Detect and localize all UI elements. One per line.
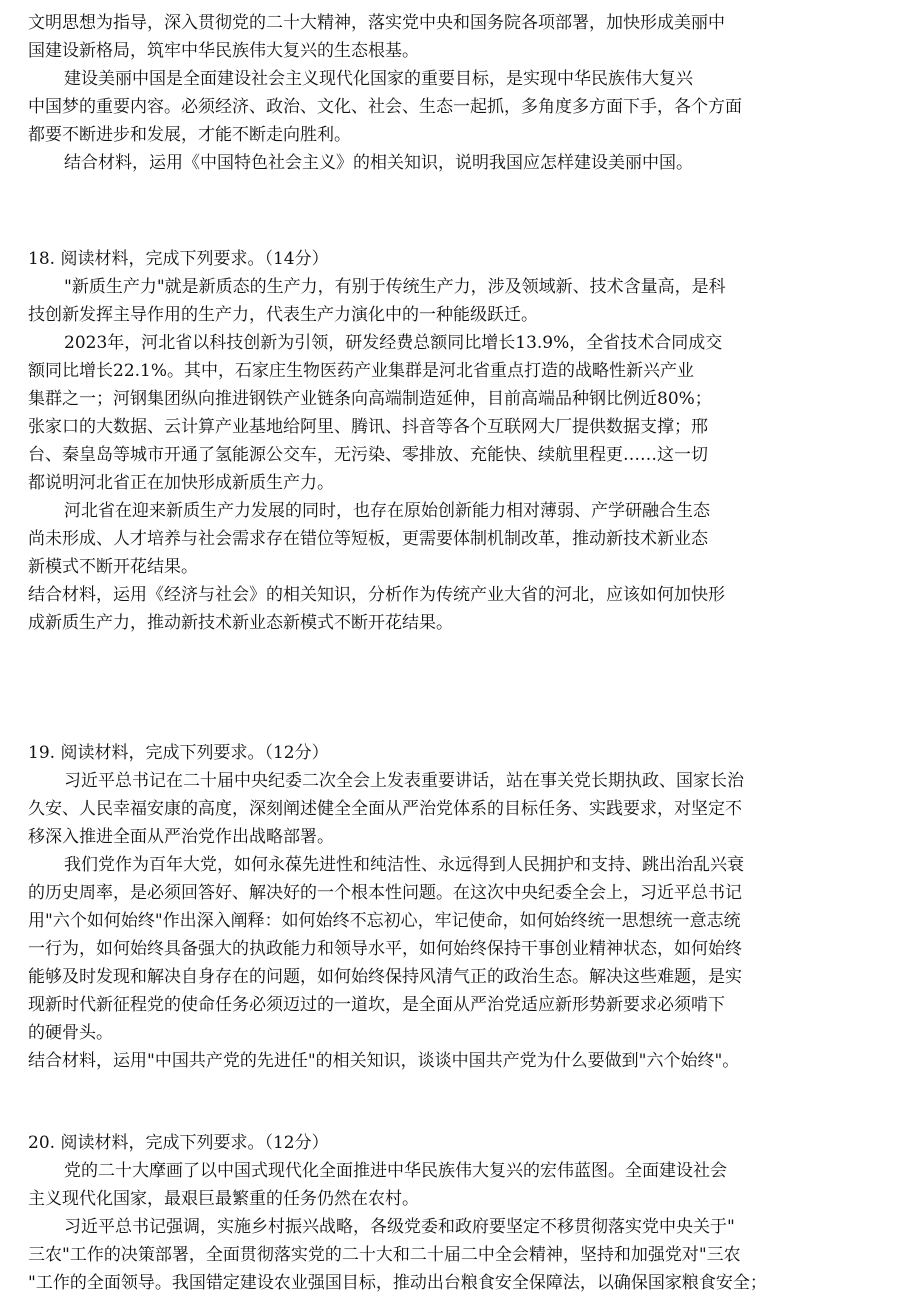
text-line: 技创新发挥主导作用的生产力，代表生产力演化中的一种能级跃迁。 bbox=[28, 305, 538, 325]
text-line: 河北省在迎来新质生产力发展的同时，也存在原始创新能力相对薄弱、产学研融合生态 bbox=[64, 501, 710, 521]
text-line: 能够及时发现和解决自身存在的问题，如何始终保持风清气正的政治生态。解决这些难题，是实 bbox=[28, 967, 742, 987]
question-header: 18. 阅读材料，完成下列要求。（14分） bbox=[28, 249, 329, 269]
text-line: 都要不断进步和发展，才能不断走向胜利。 bbox=[28, 125, 351, 145]
text-line: 现新时代新征程党的使命任务必须迈过的一道坎，是全面从严治党适应新形势新要求必须啃下 bbox=[28, 995, 725, 1015]
text-line: 尚未形成、人才培养与社会需求存在错位等短板，更需要体制机制改革，推动新技术新业态 bbox=[28, 529, 708, 549]
text-line: 的历史周率，是必须回答好、解决好的一个根本性问题。在这次中央纪委全会上，习近平总书记 bbox=[28, 883, 742, 903]
text-line: 移深入推进全面从严治党作出战略部署。 bbox=[28, 827, 334, 847]
text-line: "新质生产力"就是新质态的生产力，有别于传统生产力，涉及领域新、技术含量高，是科 bbox=[64, 277, 726, 297]
text-line: 中国梦的重要内容。必须经济、政治、文化、社会、生态一起抓，多角度多方面下手，各个方面 bbox=[28, 97, 742, 117]
text-line: 台、秦皇岛等城市开通了氢能源公交车，无污染、零排放、充能快、续航里程更……这一切 bbox=[28, 445, 708, 465]
text-line: 一行为，如何始终具备强大的执政能力和领导水平，如何始终保持干事创业精神状态，如何始终 bbox=[28, 939, 742, 959]
question-prompt: 结合材料，运用《经济与社会》的相关知识，分析作为传统产业大省的河北，应该如何加快形 bbox=[28, 585, 725, 605]
text-line: 2023年，河北省以科技创新为引领，研发经费总额同比增长13.9%，全省技术合同成交 bbox=[64, 333, 723, 353]
text-line: 文明思想为指导，深入贯彻党的二十大精神，落实党中央和国务院各项部署，加快形成美丽中 bbox=[28, 13, 725, 33]
text-line: "工作的全面领导。我国错定建设农业强国目标，推动出台粮食安全保障法，以确保国家粮食安全； bbox=[28, 1273, 767, 1293]
text-line: 用"六个如何始终"作出深入阐释：如何始终不忘初心，牢记使命，如何始终统一思想统一意志统 bbox=[28, 911, 741, 931]
text-line: 额同比增长22.1%。其中，石家庄生物医药产业集群是河北省重点打造的战略性新兴产业 bbox=[28, 361, 695, 381]
question-header: 19. 阅读材料，完成下列要求。（12分） bbox=[28, 743, 329, 763]
question-prompt: 成新质生产力，推动新技术新业态新模式不断开花结果。 bbox=[28, 613, 453, 633]
text-line: 久安、人民幸福安康的高度，深刻阐述健全全面从严治党体系的目标任务、实践要求，对坚定不 bbox=[28, 799, 742, 819]
text-line: 张家口的大数据、云计算产业基地给阿里、腾讯、抖音等各个互联网大厂提供数据支撑；邢 bbox=[28, 417, 708, 437]
text-line: 建设美丽中国是全面建设社会主义现代化国家的重要目标，是实现中华民族伟大复兴 bbox=[64, 69, 693, 89]
text-line: 都说明河北省正在加快形成新质生产力。 bbox=[28, 473, 334, 493]
text-line: 主义现代化国家，最艰巨最繁重的任务仍然在农村。 bbox=[28, 1189, 419, 1209]
text-line: 新模式不断开花结果。 bbox=[28, 557, 198, 577]
text-line: 国建设新格局，筑牢中华民族伟大复兴的生态根基。 bbox=[28, 41, 419, 61]
question-prompt: 结合材料，运用《中国特色社会主义》的相关知识，说明我国应怎样建设美丽中国。 bbox=[64, 153, 693, 173]
text-line: 党的二十大摩画了以中国式现代化全面推进中华民族伟大复兴的宏伟蓝图。全面建设社会 bbox=[64, 1161, 727, 1181]
question-header: 20. 阅读材料，完成下列要求。（12分） bbox=[28, 1133, 329, 1153]
text-line: 集群之一；河钢集团纵向推进钢铁产业链条向高端制造延伸，目前高端品种钢比例近80%； bbox=[28, 389, 712, 409]
text-line: 三农"工作的决策部署，全面贯彻落实党的二十大和二十届二中全会精神，坚持和加强党对"三农 bbox=[28, 1245, 741, 1265]
question-prompt: 结合材料，运用"中国共产党的先进任"的相关知识，谈谈中国共产党为什么要做到"六个始终"。 bbox=[28, 1051, 740, 1071]
text-line: 的硬骨头。 bbox=[28, 1023, 113, 1043]
text-line: 习近平总书记强调，实施乡村振兴战略，各级党委和政府要坚定不移贯彻落实党中央关于" bbox=[64, 1217, 735, 1237]
text-line: 我们党作为百年大党，如何永葆先进性和纯洁性、永远得到人民拥护和支持、跳出治乱兴衰 bbox=[64, 855, 744, 875]
text-line: 习近平总书记在二十届中央纪委二次全会上发表重要讲话，站在事关党长期执政、国家长治 bbox=[64, 771, 744, 791]
